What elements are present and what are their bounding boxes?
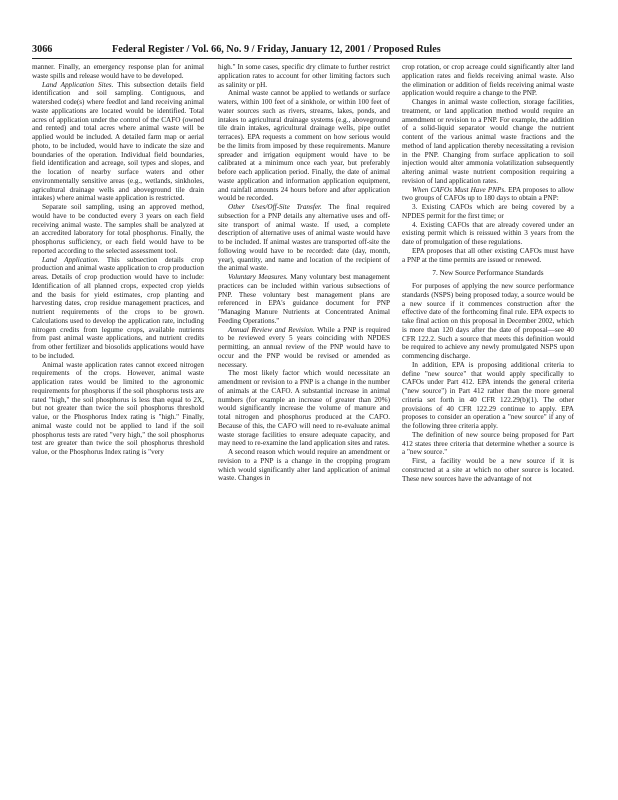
body-paragraph (32, 361, 204, 457)
body-paragraph (402, 203, 574, 221)
paragraph-text: 3. Existing CAFOs which are being covered by a NPDES permit for the first time; or (402, 203, 574, 220)
page-header (32, 43, 572, 57)
body-paragraph (32, 256, 204, 361)
body-paragraph (32, 203, 204, 256)
body-paragraph (402, 98, 574, 186)
paragraph-text: high." In some cases, specific dry climate to further restrict application rates to account for other limiting factors such as salinity or pH. (218, 63, 390, 89)
paragraph-lead-in: Other Uses/Off-Site Transfer. (228, 203, 322, 211)
paragraph-text: In addition, EPA is proposing additional criteria to define "new source" that would apply specifically to CAFOs under Part 412. EPA intends the general criteria ("new source") in Part 412 rather than the more general criteria set forth in 40 CFR 122.29(b)(1). The other provisions of 40 CFR 122.29 continue to apply. EPA proposes to consider an operation a "new source" if any of the following three criteria apply. (402, 360, 574, 430)
body-paragraph (402, 247, 574, 265)
paragraph-lead-in: When CAFOs Must Have PNPs. (412, 185, 506, 194)
body-paragraph (402, 221, 574, 247)
paragraph-text: Changes in animal waste collection, storage facilities, treatment, or land application method would require an amendment or revision to a PNP. For example, the addition of a solid-liquid separator would change the nutrient content of the various animal waste fractions and the method of land application thereby necessitating a revision in the PNP. Changing from surface application to soil injection would alter ammonia volatilization subsequently altering animal waste nutrient composition requiring a revision of land application rates. (402, 98, 574, 185)
body-paragraph (32, 81, 204, 204)
text-column-2 (218, 63, 390, 775)
body-paragraph (402, 186, 574, 204)
page-number: 3066 (32, 44, 53, 55)
body-paragraph (218, 273, 390, 326)
paragraph-text: EPA proposes to allow two groups of CAFOs up to 180 days to obtain a PNP: (402, 185, 574, 203)
paragraph-text: manner. Finally, an emergency response plan for animal waste spills and release would have to be developed. (32, 63, 204, 80)
paragraph-text: EPA proposes that all other existing CAFOs must have a PNP at the time permits are issued or renewed. (402, 246, 574, 264)
paragraph-lead-in: Voluntary Measures. (228, 273, 288, 281)
paragraph-text: For purposes of applying the new source performance standards (NSPS) being proposed today, a source would be a new source if it commences construction after the effective date of the forthcoming final rule. EPA expects to take final action on this proposal in December 2002, which is more than 120 days after the date of proposal—see 40 CFR 122.2. Such a source that meets this definition would be required to achieve any newly promulgated NSPS upon commencing discharge. (402, 282, 574, 360)
body-paragraph (402, 63, 574, 98)
body-paragraph (402, 431, 574, 457)
body-paragraph (218, 63, 390, 89)
paragraph-text: While a PNP is required to be reviewed every 5 years coinciding with NPDES permitting, an annual review of the PNP would have to occur and the PNP would be revised or amended as necessary. (218, 325, 390, 369)
body-paragraph (402, 457, 574, 483)
body-paragraph (218, 326, 390, 370)
body-paragraph (218, 369, 390, 448)
paragraph-text: The definition of new source being proposed for Part 412 states three criteria that determine whether a source is a "new source." (402, 430, 574, 457)
paragraph-text: This subsection details field identification and soil sampling. Contiguous, and watershed code(s) where feedlot and land receiving animal waste applications are located would be identified. Total acres of application under the control of the CAFO (owned and rented) and total acres where animal waste will be applied would be included. A detailed farm map or aerial photo, to be included, would have to indicate the size and boundaries of the operation. Individual field boundaries, field identification and acreage, soil types and slopes, and the location of nearby surface waters and other environmentally sensitive areas (e.g., wetlands, sinkholes, agricultural drainage wells and aboveground tile drain intakes) where animal waste application is restricted. (32, 80, 204, 203)
paragraph-lead-in: Annual Review and Revision. (228, 325, 315, 334)
header-rule (32, 58, 572, 59)
paragraph-text: A second reason which would require an amendment or revision to a PNP is a change in the cropping program which would significantly alter land application of animal waste. Changes in (218, 448, 390, 483)
paragraph-text: The most likely factor which would necessitate an amendment or revision to a PNP is a change in the number of animals at the CAFO. A substantial increase in animal numbers (for example an increase of greater than 20%) would significantly increase the volume of manure and total nitrogen and phosphorus produced at the CAFO. Because of this, the CAFO will need to re-evaluate animal waste storage facilities to ensure adequate capacity, and may need to re-examine the land application sites and rates. (218, 369, 390, 448)
paragraph-text: First, a facility would be a new source if it is constructed at a site at which no other source is located. These new sources have the advantage of not (402, 457, 574, 483)
body-paragraph (402, 361, 574, 431)
running-title: Federal Register / Vol. 66, No. 9 / Friday, January 12, 2001 / Proposed Rules (112, 44, 441, 55)
text-column-3 (402, 63, 574, 775)
text-column-1 (32, 63, 204, 775)
paragraph-text: crop rotation, or crop acreage could significantly alter land application rates and fields receiving animal waste. Also the elimination or addition of fields receiving animal waste application would require a change to the PNP. (402, 63, 574, 98)
paragraph-lead-in: Land Application Sites. (42, 80, 114, 89)
paragraph-text: The final required subsection for a PNP details any alternative uses and off-site transport of animal waste. If used, a complete description of alternative uses of animal waste would have to be included. If animal wastes are transported off-site the following would have to be recorded: date (day, month, year), quantity, and name and location of the recipient of the animal waste. (218, 203, 390, 273)
body-paragraph (402, 282, 574, 361)
body-paragraph (218, 89, 390, 203)
paragraph-text: Many voluntary best management practices can be included within various subsections of PNP. These voluntary best management plans are referenced in EPA's guidance document for PNP "Managing Manure Nutrients at Concentrated Animal Feeding Operations." (218, 273, 390, 325)
paragraph-text: Animal waste application rates cannot exceed nitrogen requirements of the crops. However, animal waste application rates would be limited to the agronomic requirements for phosphorus if the soil phosphorus tests are rated "high," the soil phosphorus is less than equal to 2X, but not greater than twice the soil phosphorus threshold value, or the Phosphorus Index rating is "high." Finally, animal waste could not be applied to land if the soil phosphorus tests are rated "very high," the soil phosphorus test are greater than twice the soil phosphorus threshold value, or the Phosphorus Index rating is "very (32, 360, 204, 456)
section-heading: 7. New Source Performance Standards (432, 269, 544, 278)
body-paragraph (218, 203, 390, 273)
body-paragraph (218, 448, 390, 483)
paragraph-lead-in: Land Application. (42, 255, 100, 264)
paragraph-text: Separate soil sampling, using an approved method, would have to be conducted every 3 years on each field receiving animal waste. The samples shall be analyzed at an accredited laboratory for total phosphorus. Finally, the phosphorus sufficiency, or each field would have to be reported according to the selected assessment tool. (32, 203, 204, 255)
paragraph-text: This subsection details crop production and animal waste application to crop production areas. Details of crop production would have to include: Identification of all planned crops, expected crop yields and the basis for yield estimates, crop planting and harvesting dates, crop residue management practices, and nutrient requirements of the crops to be grown. Calculations used to develop the application rate, including nitrogen credits from legume crops, available nutrients from past animal waste applications, and nutrient credits from other fertilizer and biosolids applications would have to be included. (32, 255, 204, 360)
body-paragraph (32, 63, 204, 81)
paragraph-text: Animal waste cannot be applied to wetlands or surface waters, within 100 feet of a sinkhole, or within 100 feet of water sources such as rivers, streams, lakes, ponds, and intakes to agricultural drainage systems (e.g., aboveground tile drain intakes, agricultural drainage wells, pipe outlet terraces). EPA requests a comment on how serious would be the limits from imposed by these requirements. Manure spreader and irrigation equipment would have to be calibrated at a minimum once each year, but preferably before each application period. Finally, the date of animal waste application and information application equipment, and rainfall amounts 24 hours before and after application would be recorded. (218, 89, 390, 203)
paragraph-text: 4. Existing CAFOs that are already covered under an existing permit which is reissued within 3 years from the date of promulgation of these regulations. (402, 220, 574, 246)
